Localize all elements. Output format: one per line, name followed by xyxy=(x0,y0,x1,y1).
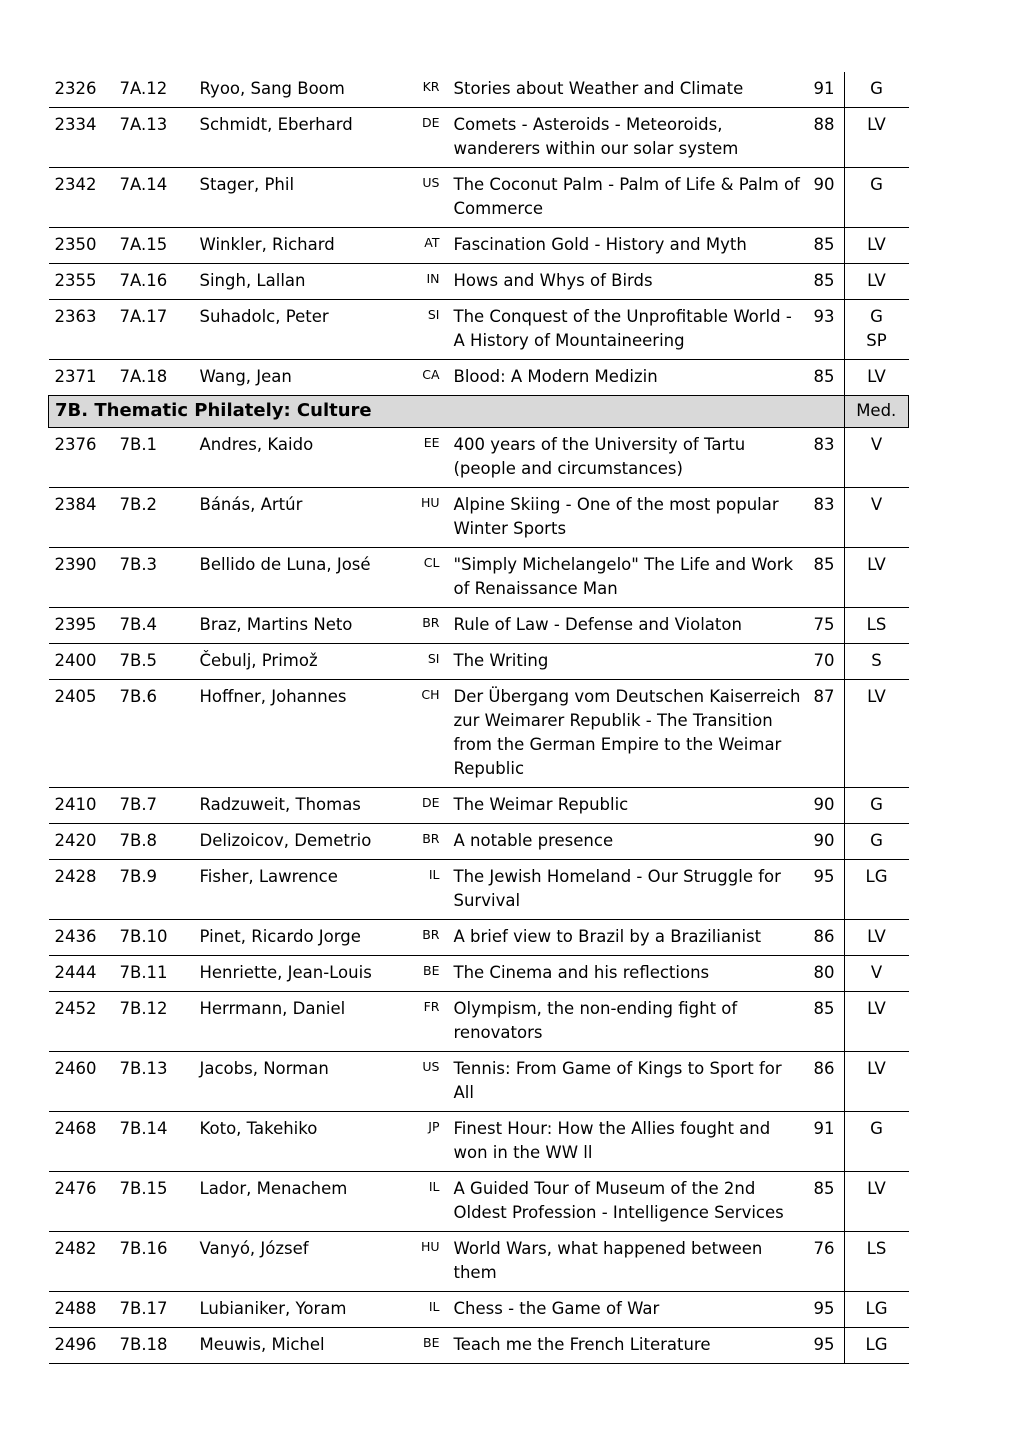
exhibit-number: 2395 xyxy=(49,608,120,644)
exhibitor-name: Meuwis, Michel xyxy=(200,1328,402,1364)
medal xyxy=(844,860,909,920)
exhibit-number: 2363 xyxy=(49,300,120,360)
medal-value: LV xyxy=(867,687,886,706)
exhibitor-name: Suhadolc, Peter xyxy=(200,300,402,360)
section-title: 7B. Thematic Philately: Culture xyxy=(49,396,845,428)
medal-value: LG xyxy=(865,1299,888,1318)
table-row xyxy=(49,548,909,608)
points: 83 xyxy=(810,488,845,548)
points: 93 xyxy=(810,300,845,360)
exhibit-number: 2488 xyxy=(49,1292,120,1328)
points: 95 xyxy=(810,860,845,920)
exhibit-title: The Coconut Palm - Palm of Life & Palm of Commerce xyxy=(454,168,810,228)
exhibitor-name: Herrmann, Daniel xyxy=(200,992,402,1052)
exhibit-number: 2350 xyxy=(49,228,120,264)
medal-value: V xyxy=(870,435,883,454)
frame-code: 7B.5 xyxy=(120,644,200,680)
table-row xyxy=(49,860,909,920)
frame-code: 7B.6 xyxy=(120,680,200,788)
exhibit-title: Der Übergang vom Deutschen Kaiserreich zur Weimarer Republik - The Transition from the German Empire to the Weimar Republic xyxy=(454,680,810,788)
points: 90 xyxy=(810,168,845,228)
medal xyxy=(844,824,909,860)
exhibit-number: 2468 xyxy=(49,1112,120,1172)
exhibit-number: 2376 xyxy=(49,428,120,488)
medal-value: LV xyxy=(867,1179,886,1198)
frame-code: 7B.2 xyxy=(120,488,200,548)
table-row xyxy=(49,608,909,644)
exhibit-title: A brief view to Brazil by a Brazilianist xyxy=(454,920,810,956)
exhibit-number: 2384 xyxy=(49,488,120,548)
exhibit-number: 2476 xyxy=(49,1172,120,1232)
table-row xyxy=(49,488,909,548)
points: 90 xyxy=(810,788,845,824)
table-row xyxy=(49,168,909,228)
frame-code: 7A.13 xyxy=(120,108,200,168)
medal xyxy=(844,956,909,992)
medal-value: V xyxy=(870,963,883,982)
exhibit-title: 400 years of the University of Tartu (people and circumstances) xyxy=(454,428,810,488)
medal-value: SP xyxy=(866,331,887,350)
exhibitor-name: Andres, Kaido xyxy=(200,428,402,488)
exhibit-title: Blood: A Modern Medizin xyxy=(454,360,810,396)
table-row xyxy=(49,428,909,488)
exhibit-title: Olympism, the non-ending fight of renovators xyxy=(454,992,810,1052)
exhibitor-name: Jacobs, Norman xyxy=(200,1052,402,1112)
table-row xyxy=(49,1052,909,1112)
exhibit-number: 2452 xyxy=(49,992,120,1052)
medal xyxy=(844,488,909,548)
exhibitor-name: Fisher, Lawrence xyxy=(200,860,402,920)
country-code: JP xyxy=(402,1112,454,1172)
exhibit-number: 2342 xyxy=(49,168,120,228)
frame-code: 7A.18 xyxy=(120,360,200,396)
country-code: DE xyxy=(402,788,454,824)
frame-code: 7B.14 xyxy=(120,1112,200,1172)
exhibit-title: Rule of Law - Defense and Violaton xyxy=(454,608,810,644)
country-code: HU xyxy=(402,488,454,548)
table-row xyxy=(49,1232,909,1292)
frame-code: 7A.16 xyxy=(120,264,200,300)
medal-value: G xyxy=(870,307,883,326)
medal-value: LG xyxy=(865,1335,888,1354)
medal xyxy=(844,300,909,360)
exhibitor-name: Schmidt, Eberhard xyxy=(200,108,402,168)
country-code: IL xyxy=(402,860,454,920)
table-row xyxy=(49,644,909,680)
medal-value: LV xyxy=(867,235,886,254)
results-table xyxy=(48,72,909,1364)
frame-code: 7B.1 xyxy=(120,428,200,488)
exhibitor-name: Henriette, Jean-Louis xyxy=(200,956,402,992)
frame-code: 7A.12 xyxy=(120,72,200,108)
points: 83 xyxy=(810,428,845,488)
points: 91 xyxy=(810,1112,845,1172)
frame-code: 7B.7 xyxy=(120,788,200,824)
section-header-row xyxy=(49,396,909,428)
medal-value: LV xyxy=(867,271,886,290)
table-row xyxy=(49,228,909,264)
medal-value: G xyxy=(870,795,883,814)
points: 85 xyxy=(810,992,845,1052)
country-code: BE xyxy=(402,1328,454,1364)
medal-value: LV xyxy=(867,999,886,1018)
medal-value: LV xyxy=(867,115,886,134)
exhibit-title: Hows and Whys of Birds xyxy=(454,264,810,300)
frame-code: 7B.17 xyxy=(120,1292,200,1328)
frame-code: 7B.11 xyxy=(120,956,200,992)
points: 88 xyxy=(810,108,845,168)
exhibit-number: 2444 xyxy=(49,956,120,992)
exhibit-title: Chess - the Game of War xyxy=(454,1292,810,1328)
table-row xyxy=(49,300,909,360)
country-code: KR xyxy=(402,72,454,108)
frame-code: 7B.8 xyxy=(120,824,200,860)
exhibitor-name: Radzuweit, Thomas xyxy=(200,788,402,824)
points: 85 xyxy=(810,548,845,608)
medal xyxy=(844,360,909,396)
exhibit-number: 2334 xyxy=(49,108,120,168)
points: 87 xyxy=(810,680,845,788)
table-row xyxy=(49,1292,909,1328)
country-code: US xyxy=(402,1052,454,1112)
country-code: BR xyxy=(402,920,454,956)
country-code: IL xyxy=(402,1292,454,1328)
table-body-7b xyxy=(49,428,909,1364)
points: 75 xyxy=(810,608,845,644)
exhibitor-name: Koto, Takehiko xyxy=(200,1112,402,1172)
table-row xyxy=(49,108,909,168)
medal-value: LS xyxy=(866,615,887,634)
frame-code: 7B.16 xyxy=(120,1232,200,1292)
points: 95 xyxy=(810,1328,845,1364)
frame-code: 7B.10 xyxy=(120,920,200,956)
points: 76 xyxy=(810,1232,845,1292)
exhibitor-name: Vanyó, József xyxy=(200,1232,402,1292)
exhibit-number: 2460 xyxy=(49,1052,120,1112)
medal xyxy=(844,1292,909,1328)
country-code: SI xyxy=(402,644,454,680)
country-code: BE xyxy=(402,956,454,992)
country-code: BR xyxy=(402,608,454,644)
points: 85 xyxy=(810,228,845,264)
medal-value: G xyxy=(870,1119,883,1138)
frame-code: 7A.14 xyxy=(120,168,200,228)
country-code: US xyxy=(402,168,454,228)
frame-code: 7B.18 xyxy=(120,1328,200,1364)
exhibitor-name: Pinet, Ricardo Jorge xyxy=(200,920,402,956)
frame-code: 7B.3 xyxy=(120,548,200,608)
frame-code: 7A.15 xyxy=(120,228,200,264)
table-row xyxy=(49,824,909,860)
exhibitor-name: Bellido de Luna, José xyxy=(200,548,402,608)
medal xyxy=(844,608,909,644)
medal xyxy=(844,228,909,264)
exhibitor-name: Lador, Menachem xyxy=(200,1172,402,1232)
points: 85 xyxy=(810,264,845,300)
medal xyxy=(844,1112,909,1172)
medal-value: G xyxy=(870,175,883,194)
medal xyxy=(844,264,909,300)
exhibit-title: Finest Hour: How the Allies fought and won in the WW ll xyxy=(454,1112,810,1172)
medal-value: G xyxy=(870,79,883,98)
exhibit-title: Teach me the French Literature xyxy=(454,1328,810,1364)
medal xyxy=(844,644,909,680)
country-code: FR xyxy=(402,992,454,1052)
country-code: IN xyxy=(402,264,454,300)
exhibit-number: 2371 xyxy=(49,360,120,396)
exhibit-title: Fascination Gold - History and Myth xyxy=(454,228,810,264)
medal xyxy=(844,920,909,956)
table-row xyxy=(49,1112,909,1172)
exhibit-number: 2405 xyxy=(49,680,120,788)
table-row xyxy=(49,956,909,992)
exhibit-number: 2410 xyxy=(49,788,120,824)
exhibit-number: 2390 xyxy=(49,548,120,608)
points: 70 xyxy=(810,644,845,680)
frame-code: 7B.12 xyxy=(120,992,200,1052)
points: 95 xyxy=(810,1292,845,1328)
table-row xyxy=(49,264,909,300)
medal xyxy=(844,72,909,108)
table-row xyxy=(49,680,909,788)
exhibit-title: The Weimar Republic xyxy=(454,788,810,824)
frame-code: 7A.17 xyxy=(120,300,200,360)
medal-column-header: Med. xyxy=(844,396,909,428)
country-code: BR xyxy=(402,824,454,860)
points: 80 xyxy=(810,956,845,992)
exhibitor-name: Ryoo, Sang Boom xyxy=(200,72,402,108)
exhibit-title: Tennis: From Game of Kings to Sport for All xyxy=(454,1052,810,1112)
medal xyxy=(844,1052,909,1112)
exhibit-number: 2355 xyxy=(49,264,120,300)
exhibitor-name: Bánás, Artúr xyxy=(200,488,402,548)
exhibitor-name: Hoffner, Johannes xyxy=(200,680,402,788)
exhibitor-name: Čebulj, Primož xyxy=(200,644,402,680)
exhibit-title: World Wars, what happened between them xyxy=(454,1232,810,1292)
exhibit-title: A notable presence xyxy=(454,824,810,860)
medal-value: LV xyxy=(867,1059,886,1078)
medal xyxy=(844,1232,909,1292)
exhibitor-name: Braz, Martins Neto xyxy=(200,608,402,644)
table-row xyxy=(49,992,909,1052)
exhibit-title: A Guided Tour of Museum of the 2nd Oldest Profession - Intelligence Services xyxy=(454,1172,810,1232)
medal xyxy=(844,548,909,608)
exhibit-number: 2400 xyxy=(49,644,120,680)
table-row xyxy=(49,920,909,956)
medal-value: LG xyxy=(865,867,888,886)
medal xyxy=(844,1328,909,1364)
exhibitor-name: Lubianiker, Yoram xyxy=(200,1292,402,1328)
points: 90 xyxy=(810,824,845,860)
medal xyxy=(844,788,909,824)
results-sheet xyxy=(48,72,897,1364)
frame-code: 7B.13 xyxy=(120,1052,200,1112)
country-code: CL xyxy=(402,548,454,608)
points: 85 xyxy=(810,1172,845,1232)
country-code: IL xyxy=(402,1172,454,1232)
medal xyxy=(844,168,909,228)
exhibitor-name: Delizoicov, Demetrio xyxy=(200,824,402,860)
points: 86 xyxy=(810,920,845,956)
frame-code: 7B.9 xyxy=(120,860,200,920)
medal xyxy=(844,680,909,788)
medal xyxy=(844,428,909,488)
country-code: HU xyxy=(402,1232,454,1292)
medal-value: LS xyxy=(866,1239,887,1258)
exhibit-number: 2436 xyxy=(49,920,120,956)
table-row xyxy=(49,1328,909,1364)
frame-code: 7B.4 xyxy=(120,608,200,644)
medal-value: LV xyxy=(867,555,886,574)
exhibit-number: 2420 xyxy=(49,824,120,860)
table-row xyxy=(49,1172,909,1232)
country-code: CA xyxy=(402,360,454,396)
exhibit-title: The Jewish Homeland - Our Struggle for Survival xyxy=(454,860,810,920)
exhibitor-name: Winkler, Richard xyxy=(200,228,402,264)
points: 86 xyxy=(810,1052,845,1112)
exhibit-title: Alpine Skiing - One of the most popular Winter Sports xyxy=(454,488,810,548)
exhibit-title: "Simply Michelangelo" The Life and Work of Renaissance Man xyxy=(454,548,810,608)
table-row xyxy=(49,360,909,396)
table-row xyxy=(49,788,909,824)
country-code: CH xyxy=(402,680,454,788)
medal xyxy=(844,992,909,1052)
medal-value: LV xyxy=(867,927,886,946)
frame-code: 7B.15 xyxy=(120,1172,200,1232)
country-code: DE xyxy=(402,108,454,168)
exhibit-title: The Writing xyxy=(454,644,810,680)
country-code: EE xyxy=(402,428,454,488)
medal xyxy=(844,1172,909,1232)
exhibit-number: 2326 xyxy=(49,72,120,108)
exhibitor-name: Wang, Jean xyxy=(200,360,402,396)
exhibit-number: 2482 xyxy=(49,1232,120,1292)
exhibitor-name: Stager, Phil xyxy=(200,168,402,228)
medal-value: G xyxy=(870,831,883,850)
points: 91 xyxy=(810,72,845,108)
exhibit-title: Comets - Asteroids - Meteoroids, wanderers within our solar system xyxy=(454,108,810,168)
medal xyxy=(844,108,909,168)
section-header-group xyxy=(49,396,909,428)
medal-value: S xyxy=(871,651,882,670)
exhibit-title: The Cinema and his reflections xyxy=(454,956,810,992)
exhibit-title: Stories about Weather and Climate xyxy=(454,72,810,108)
country-code: AT xyxy=(402,228,454,264)
exhibitor-name: Singh, Lallan xyxy=(200,264,402,300)
medal-value: V xyxy=(870,495,883,514)
exhibit-number: 2496 xyxy=(49,1328,120,1364)
points: 85 xyxy=(810,360,845,396)
medal-value: LV xyxy=(867,367,886,386)
country-code: SI xyxy=(402,300,454,360)
table-row xyxy=(49,72,909,108)
exhibit-number: 2428 xyxy=(49,860,120,920)
table-body-7a xyxy=(49,72,909,396)
exhibit-title: The Conquest of the Unprofitable World - A History of Mountaineering xyxy=(454,300,810,360)
